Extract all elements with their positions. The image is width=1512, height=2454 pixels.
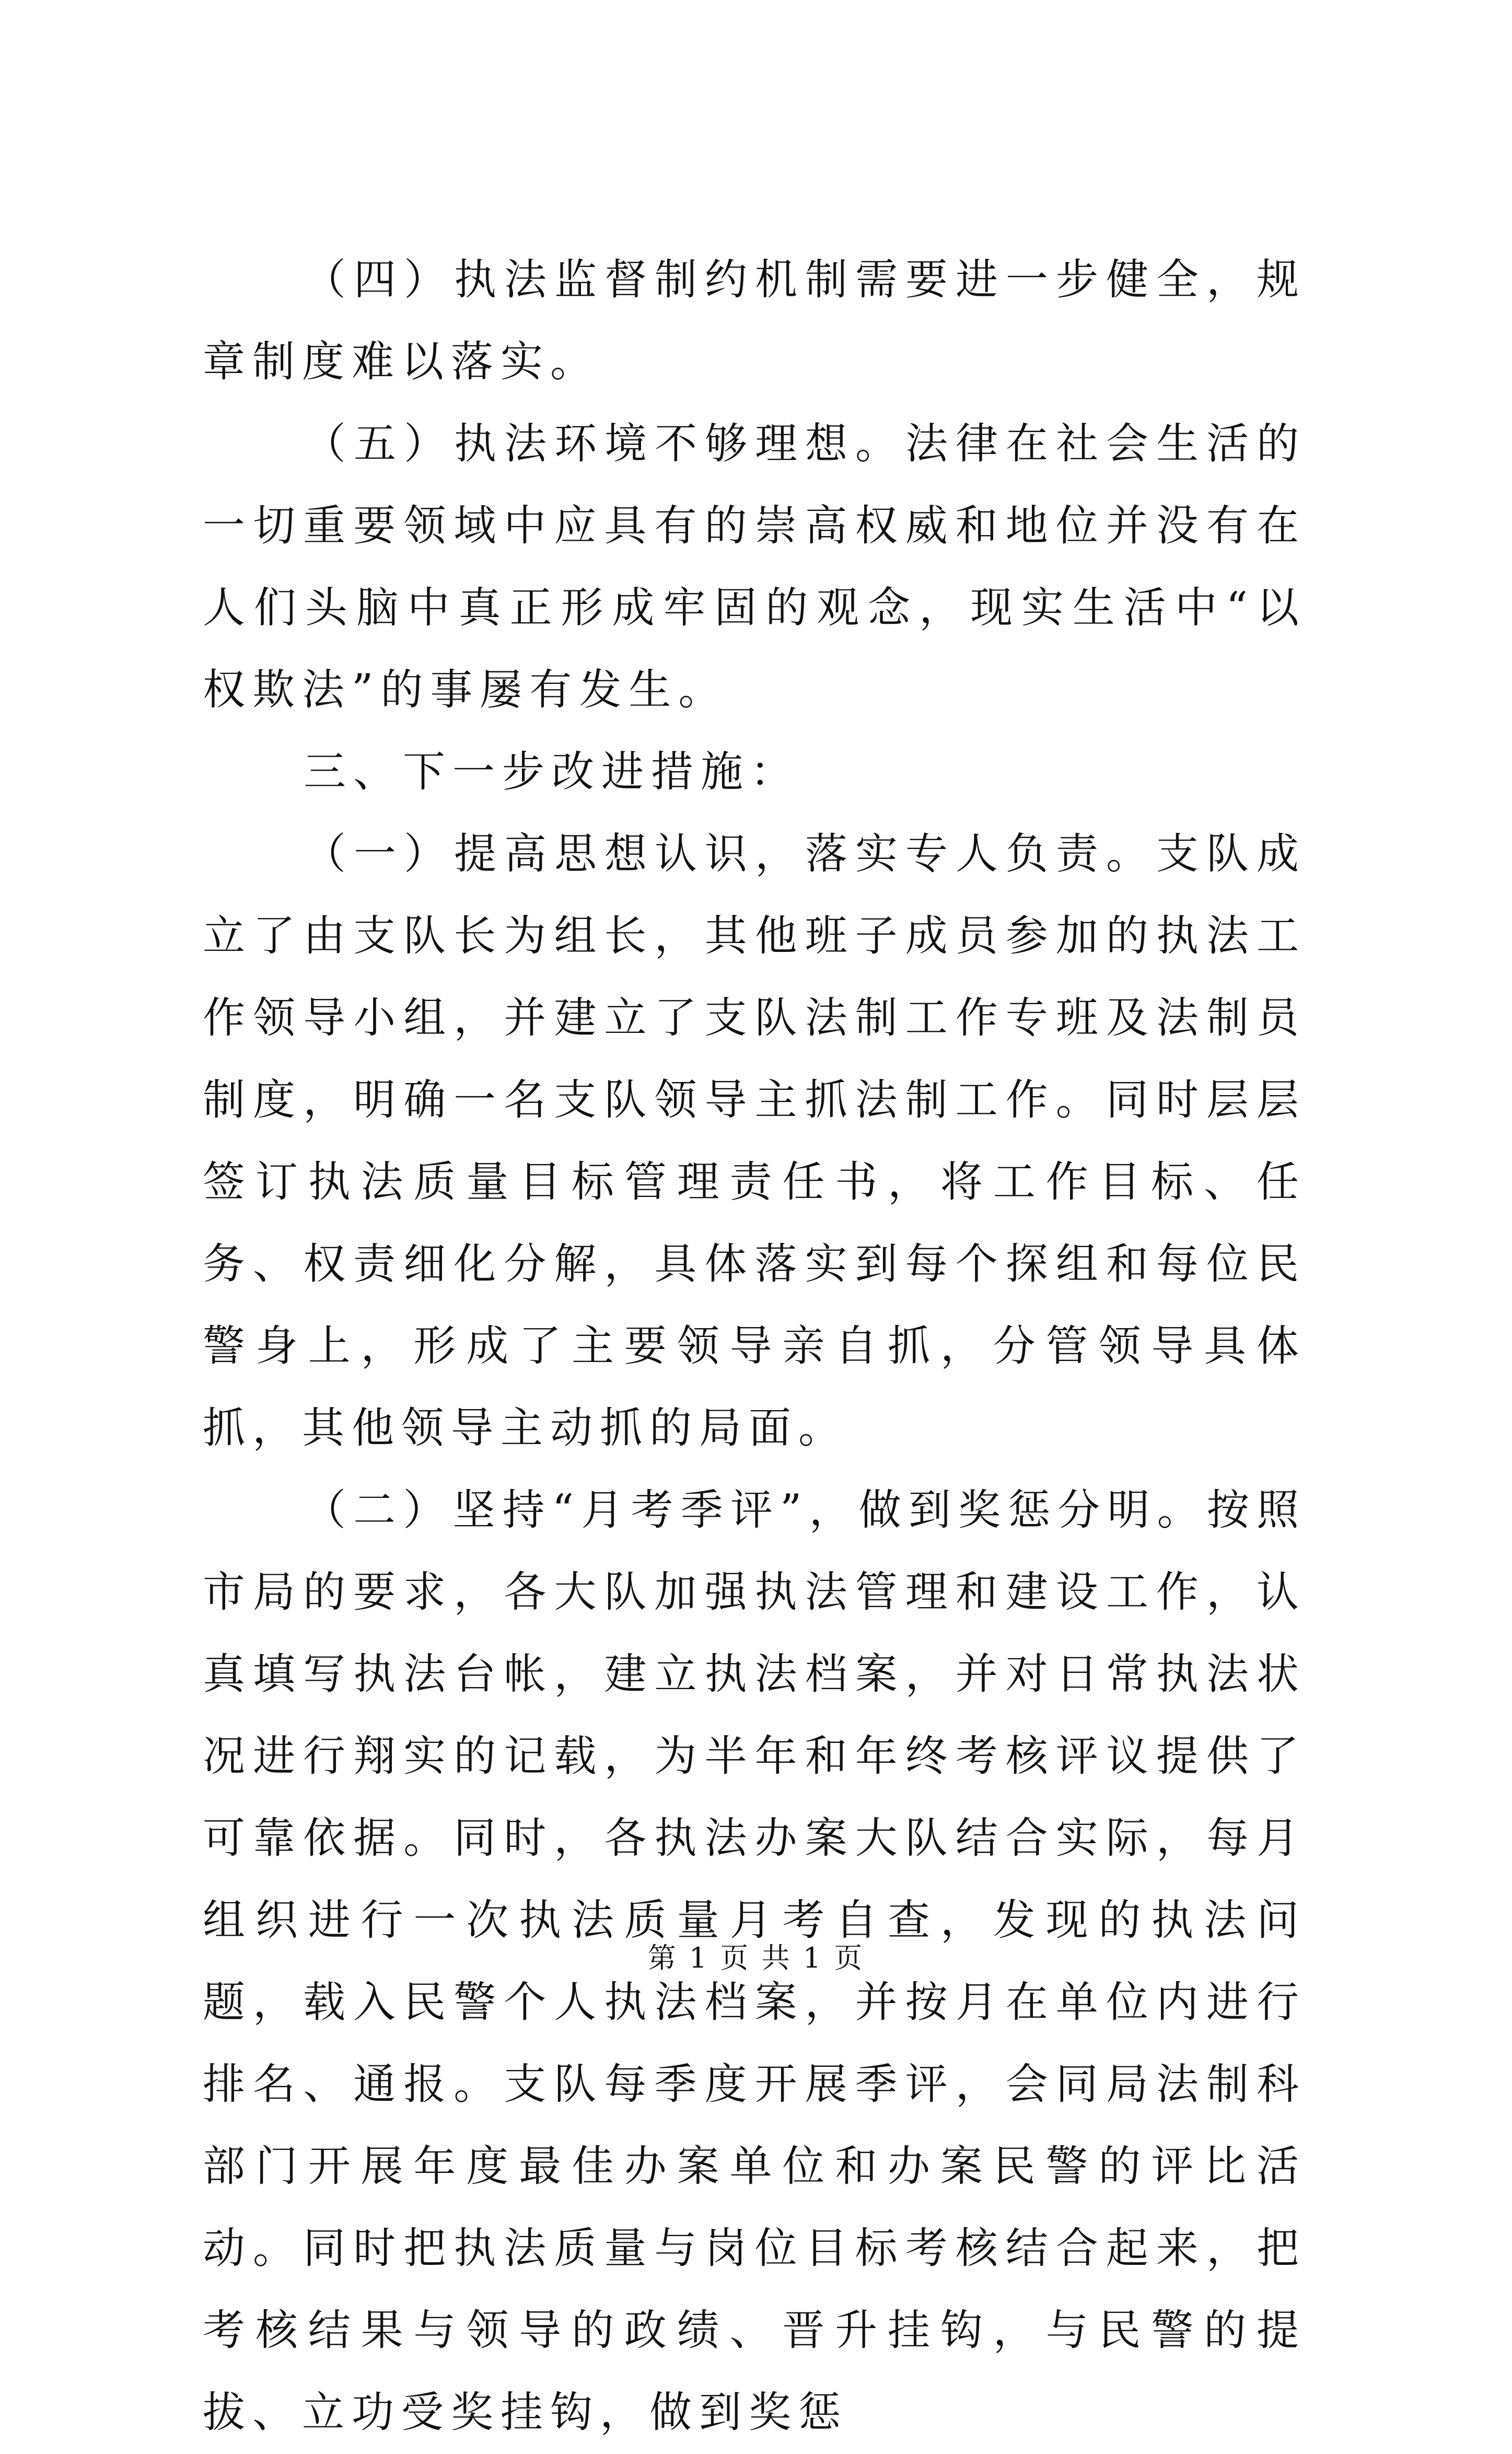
paragraph-measure-one: （一）提高思想认识，落实专人负责。支队成立了由支队长为组长，其他班子成员参加的执法工作领导小组，并建立了支队法制工作专班及法制员制度，明确一名支队领导主抓法制工作。同时层层签订执法质量目标管理责任书，将工作目标、任务、权责细化分解，具体落实到每个探组和每位民警身上，形成了主要领导亲自抓，分管领导具体抓，其他领导主动抓的局面。 xyxy=(203,830,1306,1453)
paragraph-section-four: （四）执法监督制约机制需要进一步健全，规章制度难以落实。 xyxy=(203,255,1306,387)
paragraph-section-five: （五）执法环境不够理想。法律在社会生活的一切重要领域中应具有的崇高权威和地位并没有在人们头脑中真正形成牢固的观念，现实生活中“以权欺法”的事屡有发生。 xyxy=(203,420,1306,715)
page-footer: 第 1 页 共 1 页 xyxy=(647,1941,865,1974)
paragraph-measure-two: （二）坚持“月考季评”，做到奖惩分明。按照市局的要求，各大队加强执法管理和建设工作，认真填写执法台帐，建立执法档案，并对日常执法状况进行翔实的记载，为半年和年终考核评议提供了可靠依据。同时，各执法办案大队结合实际，每月组织进行一次执法质量月考自查，发现的执法问题，载入民警个人执法档案，并按月在单位内进行排名、通报。支队每季度开展季评，会同局法制科部门开展年度最佳办案单位和办案民警的评比活动。同时把执法质量与岗位目标考核结合起来，把考核结果与领导的政绩、晋升挂钩，与民警的提拔、立功受奖挂钩，做到奖惩 xyxy=(203,1486,1306,2437)
document-body xyxy=(203,239,1306,2454)
heading-next-steps: 三、下一步改进措施： xyxy=(304,748,800,797)
